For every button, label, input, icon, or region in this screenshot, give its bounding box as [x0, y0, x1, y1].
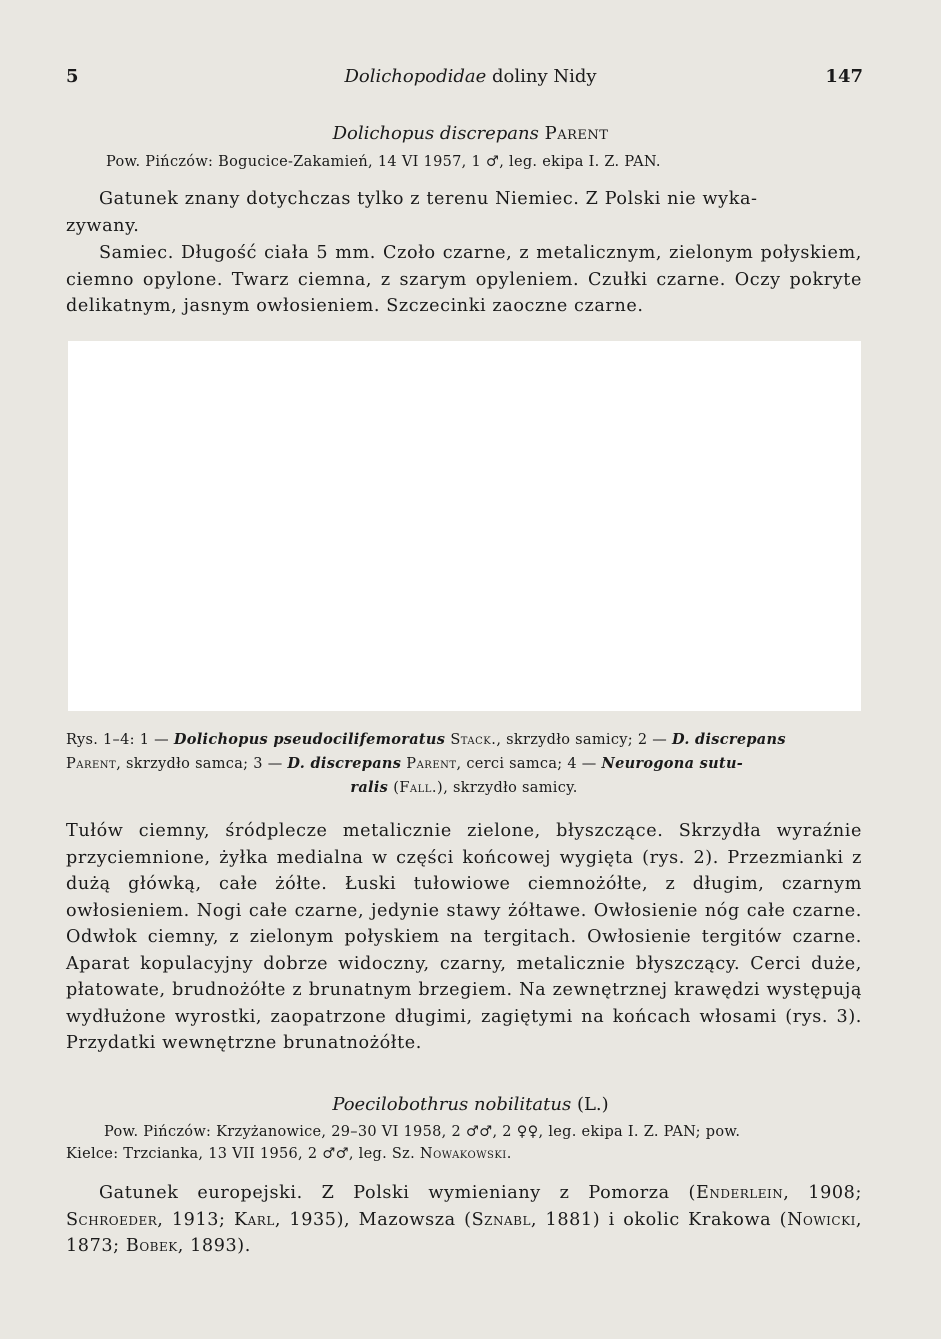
species-name: Dolichopus discrepans [332, 123, 539, 144]
paragraph-3 [66, 818, 862, 1057]
paragraph-1 [66, 186, 862, 239]
caption-taxon: Neurogona sutu- [601, 755, 744, 772]
text: , 1935), Mazowsza ( [274, 1209, 472, 1230]
paragraph-2 [66, 240, 862, 320]
caption-last-line [66, 776, 862, 800]
record-2-line-1: Pow. Pińczów: Krzyżanowice, 29–30 VI 1958, 2 ♂♂, 2 ♀♀, leg. ekipa I. Z. PAN; pow. [104, 1124, 741, 1140]
record-2 [66, 1121, 866, 1165]
caption-part: , skrzydło samicy. [443, 780, 578, 796]
caption-author: Parent [66, 756, 117, 772]
paragraph-1-line-1: Gatunek znany dotychczas tylko z terenu Niemiec. Z Polski nie wyka- [99, 189, 758, 209]
running-head [0, 66, 941, 87]
paragraph-4 [66, 1180, 862, 1260]
paragraph-1-line-2: zywany. [66, 215, 140, 236]
caption-part: , cerci samca; 4 — [456, 756, 602, 772]
caption-part: , skrzydło samca; 3 — [116, 756, 288, 772]
text: , 1908; [783, 1183, 862, 1203]
text: , 1913; [157, 1209, 234, 1230]
record-1: Pow. Pińczów: Bogucice-Zakamień, 14 VI 1957, 1 ♂, leg. ekipa I. Z. PAN. [106, 154, 661, 170]
paragraph-3-text: Tułów ciemny, śródplecze metalicznie zielone, błyszczące. Skrzydła wyraźnie przyciemnione, żyłka medialna w części końcowej wygięta (rys. 2). Przezmianki z dużą główką, całe żółte. Łuski tułowiowe ciemnożółte, z długim, czarnym owłosieniem. Nogi całe czarne, jedynie stawy żółtawe. Owłosienie nóg całe czarne. Odwłok ciemny, z zielonym połyskiem na tergitach. Owłosienie tergitów czarne. Aparat kopulacyjny dobrze widoczny, czarny, metalicznie błyszczący. Cerci duże, płatowate, brudnożółte z brunatnym brzegiem. Na zewnętrznej krawędzi występują wydłużone wyrostki, zaopatrzone długimi, zagiętymi na końcach włosami (rys. 3). Przydatki wewnętrzne brunatnożółte. [66, 821, 862, 1053]
running-head-rest: doliny Nidy [486, 66, 597, 87]
record-collector: Nowakowski [419, 1146, 507, 1162]
author-name: Sznabl [471, 1209, 531, 1230]
species-author: (L.) [576, 1094, 609, 1115]
text: , 1881) i okolic Krakowa ( [530, 1209, 788, 1230]
author-name: Schroeder [66, 1209, 158, 1230]
page-number: 147 [825, 66, 863, 87]
species-name: Poecilobothrus nobilitatus [332, 1094, 572, 1115]
figure-image [68, 341, 861, 711]
author-name: Nowicki [787, 1209, 856, 1230]
caption-author: (Fall.) [388, 780, 444, 796]
figure-caption [66, 728, 862, 800]
header-mark: 5 [66, 66, 79, 87]
caption-taxon: D. discrepans [672, 731, 786, 748]
author-name: Karl [233, 1209, 275, 1230]
record-2-line-2 [66, 1143, 866, 1165]
caption-author: Parent [401, 756, 457, 772]
running-head-family: Dolichopodidae [344, 66, 487, 87]
caption-taxon: Dolichopus pseudocilifemoratus [173, 731, 446, 748]
caption-taxon: D. discrepans [287, 755, 402, 772]
species-heading-1 [0, 123, 941, 144]
record-text: . [506, 1146, 512, 1162]
species-heading-2 [0, 1094, 941, 1115]
text: Gatunek europejski. Z Polski wymieniany z Pomorza ( [99, 1183, 697, 1203]
author-name: Bobek [125, 1236, 178, 1256]
text: , 1873; [66, 1209, 863, 1256]
caption-taxon: ralis [350, 779, 389, 796]
text: , 1893). [177, 1236, 251, 1256]
paragraph-4-text [66, 1180, 862, 1260]
paragraph-2-text: Samiec. Długość ciała 5 mm. Czoło czarne, z metalicznym, zielonym połyskiem, ciemno opylone. Twarz ciemna, z szarym opyleniem. Czułki czarne. Oczy pokryte delikatnym, jasnym owłosieniem. Szczecinki zaoczne czarne. [66, 243, 862, 316]
record-text: Kielce: Trzcianka, 13 VII 1956, 2 ♂♂, leg. Sz. [66, 1146, 420, 1162]
caption-part: Rys. 1–4: 1 — [66, 732, 174, 748]
author-name: Enderlein [696, 1183, 784, 1203]
species-author: Parent [544, 123, 609, 144]
caption-author: Stack. [445, 732, 497, 748]
caption-part: , skrzydło samicy; 2 — [496, 732, 672, 748]
